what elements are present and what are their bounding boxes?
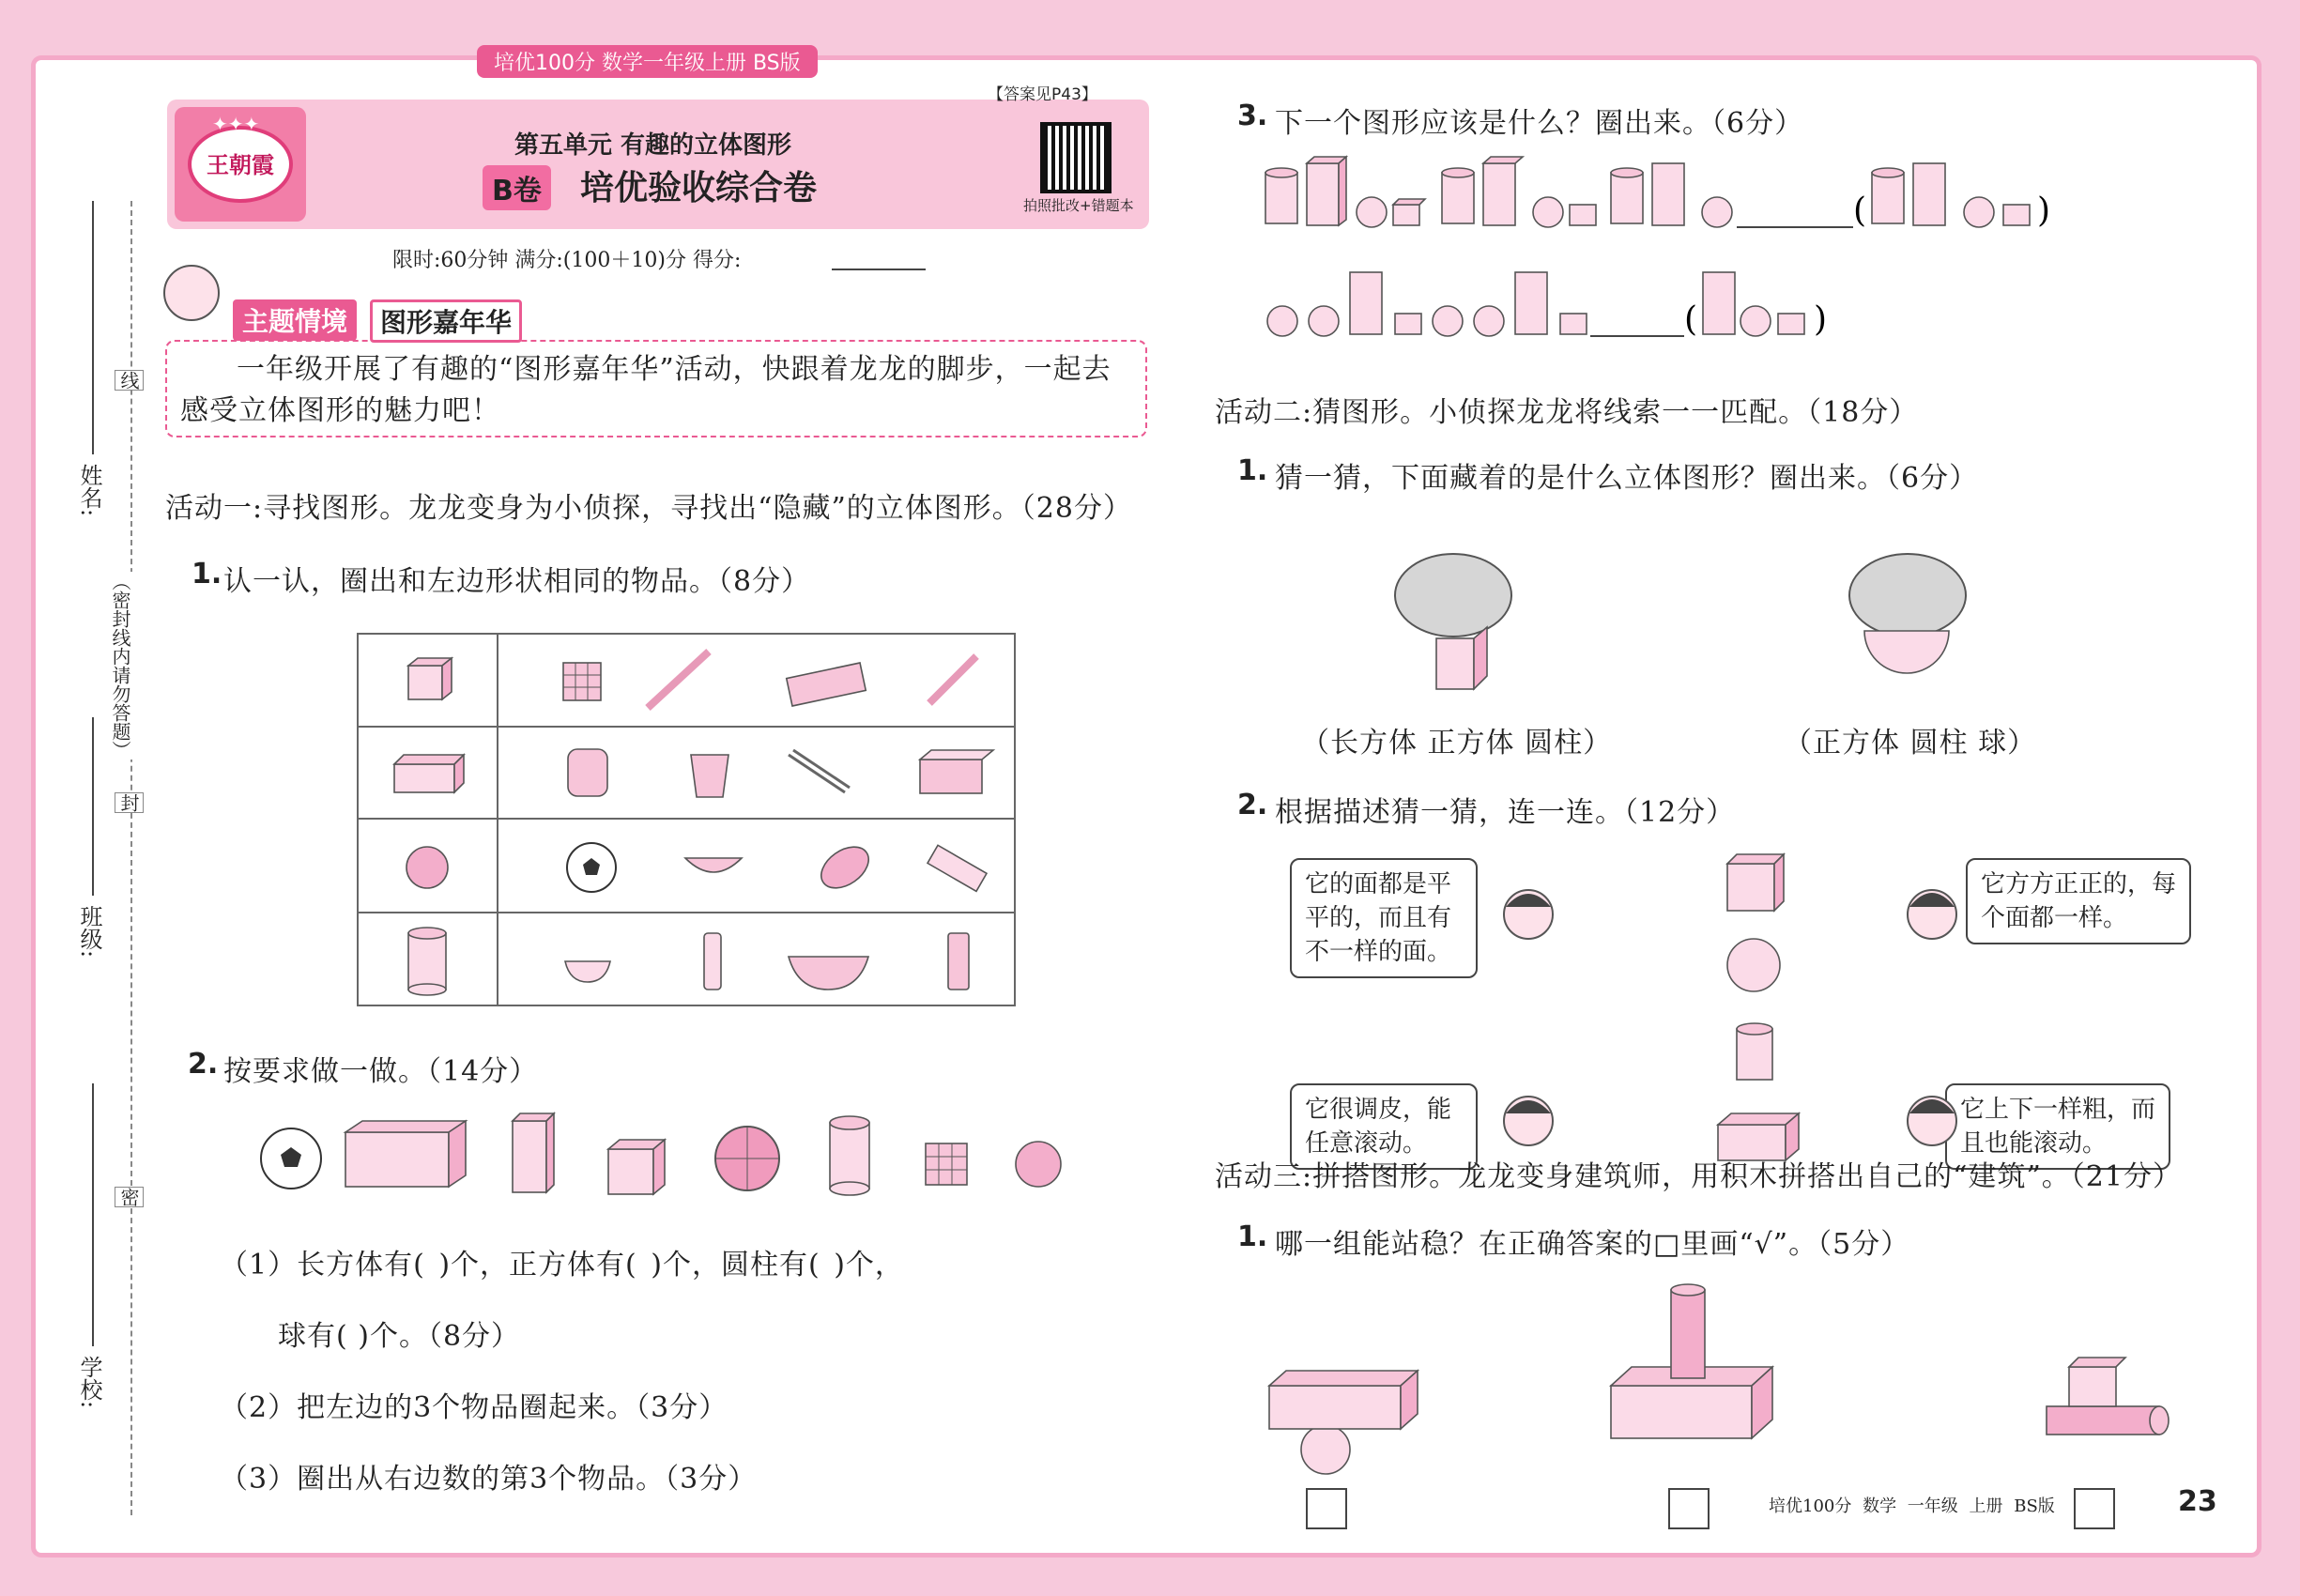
girl-avatar	[163, 265, 220, 321]
qr-code[interactable]	[1040, 122, 1112, 193]
q3-text: 下一个图形应该是什么？圈出来。（6分）	[1275, 107, 1804, 140]
soccer-ball-icon	[261, 1128, 321, 1189]
clue-bubble-2: 它方方正正的，每个面都一样。	[1966, 858, 2191, 944]
rubiks-cube-icon	[926, 1143, 967, 1185]
q2-part2: （2）把左边的3个物品圈起来。（3分）	[220, 1391, 728, 1424]
rubiks-cube-icon	[563, 663, 601, 700]
cube-icon	[608, 1140, 665, 1194]
page-number: 23	[2178, 1485, 2217, 1518]
cloud-icon	[1395, 554, 1511, 637]
sphere-icon	[1357, 197, 1387, 227]
shape-match-table	[357, 633, 1018, 1008]
object-row	[252, 1102, 1153, 1215]
seal-line	[130, 201, 132, 1515]
a2-q2-text: 根据描述猜一猜，连一连。（12分）	[1275, 796, 1736, 829]
small-cube-icon	[1570, 205, 1596, 225]
theme-intro: 一年级开展了有趣的“图形嘉年华”活动，快跟着龙龙的脚步，一起去感受立体图形的魅力吧！	[165, 340, 1147, 437]
pattern-sequences	[1256, 154, 2232, 351]
unstable-stack-icon	[1269, 1371, 1418, 1474]
line-mark: 线	[115, 370, 144, 391]
girl-avatar-icon	[1908, 890, 1956, 939]
a1-q1-text: 认一认，圈出和左边形状相同的物品。（8分）	[223, 565, 811, 598]
matching-shapes	[1500, 845, 1970, 1183]
sphere-icon	[1433, 306, 1463, 336]
a3-q1-number: 1.	[1237, 1220, 1268, 1253]
clue-bubble-3: 它很调皮，能任意滚动。	[1290, 1083, 1478, 1170]
q2-number: 2.	[188, 1048, 219, 1081]
svg-text:): )	[1814, 300, 1828, 339]
cube-icon	[408, 658, 452, 699]
answer-checkbox-3[interactable]	[2075, 1489, 2114, 1528]
box-icon	[920, 750, 993, 793]
sphere-icon	[1016, 1142, 1061, 1187]
activity3-title: 活动三:拼搭图形。龙龙变身建筑师，用积木拼搭出自己的“建筑”。（21分）	[1215, 1160, 2182, 1193]
girl-avatar-icon	[1908, 1097, 1956, 1145]
a2-q2-number: 2.	[1237, 789, 1268, 821]
cylinder-icon	[408, 928, 446, 995]
qr-caption: 拍照批改+错题本	[1023, 197, 1134, 214]
cylinder-icon	[830, 1116, 869, 1195]
book-tab: 培优100分 数学一年级上册 BS版	[477, 45, 818, 78]
cylinder-icon	[1442, 168, 1474, 223]
tall-cuboid-icon	[1307, 157, 1346, 225]
a2-q1-options-b[interactable]: （正方体 圆柱 球）	[1784, 727, 2037, 760]
worksheet-page	[36, 52, 2257, 1553]
small-cube-icon	[1393, 199, 1425, 225]
cuboid-icon	[394, 755, 464, 792]
paper-title: 培优验收综合卷	[580, 169, 818, 207]
bucket-icon	[691, 755, 728, 797]
sphere-icon	[1702, 197, 1732, 227]
answer-checkbox-2[interactable]	[1669, 1489, 1709, 1528]
boy-avatar-icon	[1504, 890, 1553, 939]
tall-cuboid-icon	[1652, 163, 1684, 225]
name-label: 姓名:	[76, 464, 102, 517]
hidden-shapes	[1369, 520, 2082, 708]
tall-cuboid-icon	[1483, 157, 1523, 225]
dense-mark: 密	[115, 1187, 144, 1207]
clue-bubble-1: 它的面都是平平的，而且有不一样的面。	[1290, 858, 1478, 978]
no-answer-warning: （密封线内请勿答题）	[107, 572, 134, 760]
theme-tag: 主题情境	[233, 299, 357, 341]
a1-q2-text: 按要求做一做。（14分）	[223, 1055, 539, 1088]
svg-text:(: (	[1684, 300, 1698, 339]
cube-icon	[1727, 854, 1784, 911]
water-bottle-icon	[704, 933, 721, 990]
q2-part3: （3）圈出从右边数的第3个物品。（3分）	[220, 1463, 758, 1496]
school-label: 学校:	[76, 1356, 102, 1409]
tall-cuboid-icon	[1350, 272, 1382, 334]
q1-number: 1.	[192, 558, 222, 591]
a2-q1-options-a[interactable]: （长方体 正方体 圆柱）	[1301, 727, 1613, 760]
q2-part1: （1）长方体有( )个，正方体有( )个，圆柱有( )个，	[220, 1249, 904, 1281]
name-underline	[92, 201, 94, 454]
can-icon	[948, 933, 969, 990]
a3-q1-text: 哪一组能站稳？在正确答案的□里画“√”。（5分）	[1275, 1228, 1910, 1261]
boy-avatar-icon	[1504, 1097, 1553, 1145]
theme-title: 图形嘉年华	[370, 299, 522, 343]
class-label: 班级:	[76, 905, 102, 959]
tall-cuboid-icon	[1703, 272, 1735, 334]
q3-number: 3.	[1237, 100, 1268, 132]
small-cube-icon	[1395, 314, 1421, 334]
a2-q1-number: 1.	[1237, 454, 1268, 487]
activity1-title: 活动一:寻找图形。龙龙变身为小侦探，寻找出“隐藏”的立体图形。（28分）	[165, 492, 1132, 525]
soccer-ball-icon	[567, 843, 616, 892]
score-blank[interactable]	[832, 269, 926, 270]
sphere-icon	[1474, 306, 1504, 336]
svg-text:): )	[2037, 192, 2051, 230]
cylinder-icon	[1737, 1023, 1772, 1080]
sphere-icon	[1740, 306, 1771, 336]
unit-title: 第五单元 有趣的立体图形	[514, 131, 792, 160]
small-cube-icon	[2003, 205, 2030, 225]
brand-logo: 王朝霞 ✦✦✦	[175, 107, 306, 222]
sphere-icon	[1964, 197, 1994, 227]
seal-mark: 封	[115, 792, 144, 813]
cylinder-icon	[1611, 168, 1643, 223]
backpack-icon	[568, 749, 607, 796]
binding-margin	[36, 60, 158, 1553]
footer-text: 培优100分 数学 一年级 上册 BS版	[1769, 1496, 2055, 1516]
a2-q1-text: 猜一猜，下面藏着的是什么立体图形？圈出来。（6分）	[1275, 462, 1979, 495]
sphere-icon	[1727, 939, 1780, 991]
hidden-sphere-icon	[1864, 631, 1949, 673]
tall-cuboid-icon	[513, 1113, 554, 1192]
sphere-icon	[1267, 306, 1297, 336]
answer-checkbox-1[interactable]	[1307, 1489, 1346, 1528]
cylinder-stack-icon	[2047, 1358, 2169, 1435]
class-underline	[92, 717, 94, 896]
clue-bubble-4: 它上下一样粗，而且也能滚动。	[1945, 1083, 2170, 1170]
small-cube-icon	[1778, 314, 1804, 334]
q2-part1b: 球有( )个。（8分）	[278, 1320, 521, 1353]
activity2-title: 活动二:猜图形。小侦探龙龙将线索一一匹配。（18分）	[1215, 396, 1919, 429]
tall-cuboid-icon	[1515, 272, 1547, 334]
sphere-icon	[1533, 197, 1563, 227]
svg-text:(: (	[1853, 192, 1867, 230]
tall-cuboid-icon	[1913, 163, 1945, 225]
stable-stack-icon	[1611, 1284, 1772, 1438]
paper-badge: B卷	[483, 165, 551, 210]
gift-box-icon	[345, 1121, 466, 1187]
sphere-icon	[1309, 306, 1339, 336]
sphere-icon	[406, 847, 448, 888]
cloud-icon	[1849, 554, 1966, 637]
answer-ref: 【答案见P43】	[988, 85, 1097, 104]
small-cube-icon	[1560, 314, 1587, 334]
cylinder-icon	[1265, 168, 1297, 223]
basketball-icon	[715, 1127, 779, 1190]
school-underline	[92, 1083, 94, 1346]
exam-info: 限时:60分钟 满分:(100＋10)分 得分:	[392, 249, 742, 272]
cylinder-icon	[1872, 168, 1904, 223]
